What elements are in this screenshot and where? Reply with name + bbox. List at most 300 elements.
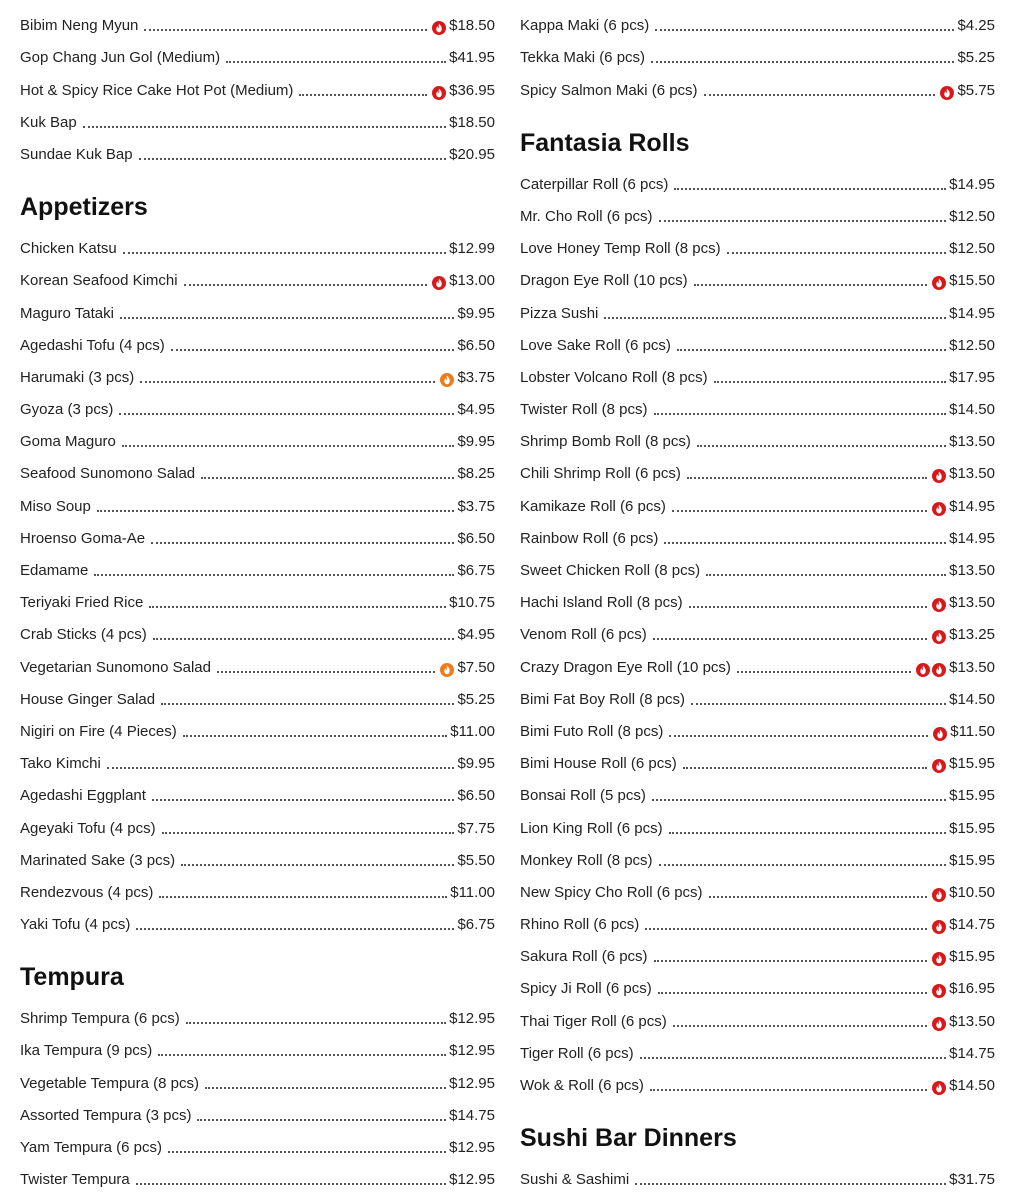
menu-item-name: Dragon Eye Roll (10 pcs) — [520, 272, 688, 290]
menu-item — [20, 135, 495, 167]
dot-leader — [689, 606, 928, 608]
dot-leader — [659, 220, 947, 222]
flame-mild-icon — [440, 373, 454, 387]
flame-spicy-icon — [932, 920, 946, 934]
menu-item-name: Sweet Chicken Roll (8 pcs) — [520, 562, 701, 579]
dot-leader — [706, 574, 946, 576]
flame-spicy-icon — [932, 1017, 946, 1031]
menu-item-name: Twister Tempura — [20, 1171, 130, 1189]
menu-item — [520, 6, 995, 38]
menu-item-price: $15.95 — [949, 787, 995, 805]
menu-item-name: Agedashi Tofu (4 pcs) — [20, 336, 165, 354]
menu-item-price: $9.95 — [457, 433, 495, 451]
dot-leader — [119, 413, 454, 415]
menu-item — [20, 1096, 495, 1128]
dot-leader — [683, 767, 927, 769]
menu-item-name: Sushi & Sashimi — [520, 1171, 630, 1189]
menu-item-price: $13.25 — [949, 626, 995, 644]
menu-item-name: Kamikaze Roll (6 pcs) — [520, 497, 666, 515]
menu-item-name: Bonsai Roll (5 pcs) — [520, 787, 646, 805]
dot-leader — [654, 413, 947, 415]
dot-leader — [669, 735, 928, 737]
flame-spicy-icon — [940, 86, 954, 100]
menu-item-name: Bibim Neng Myun — [20, 17, 139, 35]
dot-leader — [673, 1025, 927, 1027]
menu-item-name: Spicy Salmon Maki (6 pcs) — [520, 81, 698, 99]
menu-item — [520, 905, 995, 937]
menu-item-price: $4.95 — [457, 401, 495, 419]
spice-indicator — [438, 373, 454, 387]
menu-item-price: $3.75 — [457, 497, 495, 515]
spice-indicator — [930, 888, 946, 902]
menu-item-price: $18.50 — [449, 113, 495, 131]
flame-spicy-icon — [432, 276, 446, 290]
menu-item — [20, 326, 495, 358]
menu-item-price: $11.00 — [450, 722, 495, 740]
menu-item — [520, 551, 995, 583]
spice-indicator — [930, 952, 946, 966]
menu-item-name: Spicy Ji Roll (6 pcs) — [520, 980, 652, 998]
dot-leader — [162, 832, 455, 834]
menu-item — [520, 519, 995, 551]
menu-item-price: $16.95 — [949, 980, 995, 998]
dot-leader — [691, 703, 946, 705]
dot-leader — [299, 94, 427, 96]
menu-item — [20, 647, 495, 679]
menu-item — [520, 1034, 995, 1066]
menu-item-name: Agedashi Eggplant — [20, 787, 146, 805]
menu-item-price: $14.75 — [449, 1106, 495, 1124]
menu-item-name: Rainbow Roll (6 pcs) — [520, 529, 659, 547]
menu-item-price: $12.99 — [449, 240, 495, 258]
menu-item-name: Edamame — [20, 562, 89, 579]
menu-item — [520, 680, 995, 712]
menu-item-name: Vegetable Tempura (8 pcs) — [20, 1074, 199, 1092]
menu-item — [520, 937, 995, 969]
menu-item-price: $7.75 — [457, 819, 495, 837]
flame-spicy-icon — [932, 502, 946, 516]
menu-item-price: $6.50 — [457, 787, 495, 805]
menu-item — [20, 1063, 495, 1095]
menu-item — [520, 229, 995, 261]
menu-section-sushi-bar-dinners — [520, 1122, 995, 1192]
menu-item-price: $15.95 — [949, 851, 995, 869]
spice-indicator — [914, 663, 946, 677]
section-title: Fantasia Rolls — [520, 128, 690, 157]
menu-item-name: Ageyaki Tofu (4 pcs) — [20, 819, 156, 837]
dot-leader — [709, 896, 928, 898]
menu-item — [520, 486, 995, 518]
dot-leader — [152, 799, 455, 801]
dot-leader — [158, 1054, 446, 1056]
menu-item-name: Harumaki (3 pcs) — [20, 368, 135, 386]
menu-item — [520, 841, 995, 873]
menu-item-name: Pizza Sushi — [520, 304, 599, 322]
menu-item — [20, 229, 495, 261]
menu-item-name: Hroenso Goma-Ae — [20, 529, 146, 547]
menu-item-price: $14.50 — [949, 690, 995, 708]
dot-leader — [635, 1183, 946, 1185]
menu-item — [20, 905, 495, 937]
menu-item-price: $11.00 — [450, 883, 495, 901]
menu-item-name: Yam Tempura (6 pcs) — [20, 1139, 162, 1156]
menu-item — [20, 1128, 495, 1160]
menu-item-name: Hot & Spicy Rice Cake Hot Pot (Medium) — [20, 81, 294, 99]
menu-item — [20, 38, 495, 70]
menu-item-price: $14.95 — [949, 304, 995, 322]
flame-spicy-icon — [932, 276, 946, 290]
menu-item-name: Tekka Maki (6 pcs) — [520, 49, 646, 67]
section-title: Tempura — [20, 963, 124, 992]
flame-spicy-icon — [933, 727, 947, 741]
menu-item-name: Lobster Volcano Roll (8 pcs) — [520, 368, 708, 386]
spice-indicator — [930, 984, 946, 998]
dot-leader — [184, 284, 428, 286]
menu-item-name: Venom Roll (6 pcs) — [520, 626, 647, 644]
menu-item — [520, 776, 995, 808]
flame-spicy-icon — [932, 598, 946, 612]
dot-leader — [94, 574, 454, 576]
dot-leader — [664, 542, 946, 544]
menu-item — [20, 519, 495, 551]
menu-item — [20, 454, 495, 486]
menu-item-name: Seafood Sunomono Salad — [20, 465, 196, 483]
menu-column-right — [520, 6, 995, 1192]
menu-item — [520, 712, 995, 744]
menu-item-name: Marinated Sake (3 pcs) — [20, 851, 176, 869]
menu-item-price: $9.95 — [457, 304, 495, 322]
dot-leader — [645, 928, 927, 930]
menu-item-price: $15.95 — [949, 819, 995, 837]
menu-item — [20, 6, 495, 38]
dot-leader — [159, 896, 447, 898]
menu-item-price: $17.95 — [949, 368, 995, 386]
menu-item-price: $12.95 — [449, 1171, 495, 1189]
menu-item — [520, 744, 995, 776]
menu-item-name: Teriyaki Fried Rice — [20, 594, 144, 612]
menu-item-price: $9.95 — [457, 755, 495, 773]
menu-item-price: $14.95 — [949, 175, 995, 193]
flame-spicy-icon — [432, 86, 446, 100]
menu-item-name: Kappa Maki (6 pcs) — [520, 17, 650, 35]
dot-leader — [186, 1022, 446, 1024]
menu-item-name: Kuk Bap — [20, 113, 77, 131]
menu-item-price: $41.95 — [449, 49, 495, 67]
flame-spicy-icon — [916, 663, 930, 677]
dot-leader — [136, 928, 454, 930]
menu-item-price: $11.50 — [950, 722, 995, 740]
menu-section-continued — [520, 6, 995, 103]
spice-indicator — [930, 1017, 946, 1031]
menu-item-name: Vegetarian Sunomono Salad — [20, 658, 211, 676]
menu-item — [20, 293, 495, 325]
dot-leader — [139, 158, 447, 160]
dot-leader — [151, 542, 454, 544]
dot-leader — [181, 864, 454, 866]
spice-indicator — [430, 276, 446, 290]
menu-item-name: Bimi House Roll (6 pcs) — [520, 755, 677, 773]
menu-item — [520, 647, 995, 679]
menu-item-price: $14.75 — [949, 916, 995, 934]
menu-item-name: Love Honey Temp Roll (8 pcs) — [520, 240, 721, 258]
menu-item-name: Tako Kimchi — [20, 755, 101, 773]
menu-item-name: Korean Seafood Kimchi — [20, 272, 178, 290]
menu-item-price: $12.50 — [949, 336, 995, 354]
dot-leader — [183, 735, 448, 737]
dot-leader — [123, 252, 446, 254]
spice-indicator — [930, 469, 946, 483]
menu-item-price: $14.50 — [949, 401, 995, 419]
menu-item-name: Hachi Island Roll (8 pcs) — [520, 594, 683, 612]
menu-item-price: $13.50 — [949, 562, 995, 579]
dot-leader — [120, 317, 455, 319]
menu-item — [520, 293, 995, 325]
menu-item-name: Gop Chang Jun Gol (Medium) — [20, 49, 221, 67]
menu-item-name: Crab Sticks (4 pcs) — [20, 626, 147, 644]
menu-section-fantasia-rolls — [520, 127, 995, 1098]
menu-item-name: Miso Soup — [20, 497, 91, 515]
dot-leader — [727, 252, 946, 254]
dot-leader — [197, 1119, 446, 1121]
dot-leader — [144, 29, 427, 31]
menu-item-price: $13.50 — [949, 433, 995, 451]
dot-leader — [654, 960, 928, 962]
menu-item — [20, 1031, 495, 1063]
menu-item-name: Sundae Kuk Bap — [20, 145, 133, 163]
dot-leader — [704, 94, 936, 96]
menu-item-price: $18.50 — [449, 17, 495, 35]
menu-item — [520, 165, 995, 197]
menu-item-name: Shrimp Tempura (6 pcs) — [20, 1010, 180, 1028]
menu-item-price: $4.95 — [457, 626, 495, 644]
menu-item-price: $31.75 — [949, 1171, 995, 1189]
menu-item-price: $5.75 — [957, 81, 995, 99]
menu-item-name: Goma Maguro — [20, 433, 116, 451]
dot-leader — [677, 349, 946, 351]
dot-leader — [201, 477, 454, 479]
menu-item-price: $13.50 — [949, 465, 995, 483]
dot-leader — [205, 1087, 446, 1089]
menu-item — [20, 680, 495, 712]
menu-item-name: Chicken Katsu — [20, 240, 117, 258]
menu-item-name: Nigiri on Fire (4 Pieces) — [20, 722, 177, 740]
menu-item — [520, 422, 995, 454]
menu-item — [520, 38, 995, 70]
menu-item — [520, 583, 995, 615]
menu-item-name: Chili Shrimp Roll (6 pcs) — [520, 465, 681, 483]
menu-item-price: $14.95 — [949, 529, 995, 547]
menu-item-name: Crazy Dragon Eye Roll (10 pcs) — [520, 658, 731, 676]
menu-item — [520, 1160, 995, 1192]
menu-item-price: $14.50 — [949, 1077, 995, 1094]
menu-column-left — [20, 6, 495, 1192]
menu-item — [20, 841, 495, 873]
spice-indicator — [930, 276, 946, 290]
menu-item-price: $20.95 — [449, 145, 495, 163]
flame-spicy-icon — [932, 984, 946, 998]
spice-indicator — [430, 21, 446, 35]
menu-item — [520, 358, 995, 390]
menu-item-name: Assorted Tempura (3 pcs) — [20, 1106, 192, 1124]
spice-indicator — [930, 1081, 946, 1095]
dot-leader — [83, 126, 446, 128]
menu-item — [20, 358, 495, 390]
spice-indicator — [930, 630, 946, 644]
flame-spicy-icon — [932, 1081, 946, 1095]
spice-indicator — [930, 502, 946, 516]
menu-item — [20, 390, 495, 422]
flame-spicy-icon — [932, 469, 946, 483]
flame-spicy-icon — [932, 663, 946, 677]
menu-item-price: $13.50 — [949, 658, 995, 676]
menu-item-name: Monkey Roll (8 pcs) — [520, 851, 653, 869]
menu-item-price: $13.50 — [949, 594, 995, 612]
menu-item — [520, 454, 995, 486]
dot-leader — [714, 381, 947, 383]
menu-item-price: $14.75 — [949, 1044, 995, 1062]
spice-indicator — [930, 759, 946, 773]
menu-item-price: $10.75 — [449, 594, 495, 612]
menu-section-appetizers — [20, 191, 495, 937]
dot-leader — [659, 864, 947, 866]
menu-item-name: Thai Tiger Roll (6 pcs) — [520, 1012, 667, 1030]
dot-leader — [650, 1089, 927, 1091]
dot-leader — [687, 477, 927, 479]
menu-item — [520, 390, 995, 422]
menu-item — [20, 744, 495, 776]
flame-spicy-icon — [432, 21, 446, 35]
menu-item-price: $6.50 — [457, 336, 495, 354]
menu-item-name: Shrimp Bomb Roll (8 pcs) — [520, 433, 691, 451]
menu-item — [520, 969, 995, 1001]
menu-item-name: Caterpillar Roll (6 pcs) — [520, 175, 669, 193]
menu-item-price: $15.50 — [949, 272, 995, 290]
menu-item-price: $8.25 — [457, 465, 495, 483]
menu-item — [20, 873, 495, 905]
menu-item-price: $15.95 — [949, 948, 995, 966]
dot-leader — [694, 284, 928, 286]
menu-item — [20, 551, 495, 583]
menu-item-name: Lion King Roll (6 pcs) — [520, 819, 663, 837]
menu-section-continued — [20, 6, 495, 167]
menu-item-name: Sakura Roll (6 pcs) — [520, 948, 648, 966]
menu-item — [520, 808, 995, 840]
dot-leader — [672, 510, 927, 512]
menu-item — [20, 583, 495, 615]
dot-leader — [651, 61, 954, 63]
menu-item — [20, 103, 495, 135]
menu-item-name: Tiger Roll (6 pcs) — [520, 1044, 634, 1062]
menu-item-price: $36.95 — [449, 81, 495, 99]
menu-item-price: $6.75 — [457, 562, 495, 579]
menu-item — [20, 422, 495, 454]
menu-item-price: $12.50 — [949, 240, 995, 258]
dot-leader — [640, 1057, 946, 1059]
menu-item-name: Gyoza (3 pcs) — [20, 401, 114, 419]
dot-leader — [604, 317, 946, 319]
spice-indicator — [430, 86, 446, 100]
menu-item-price: $6.75 — [457, 916, 495, 934]
menu-item-name: Bimi Futo Roll (8 pcs) — [520, 722, 664, 740]
spice-indicator — [930, 920, 946, 934]
dot-leader — [97, 510, 455, 512]
menu-item — [520, 1066, 995, 1098]
dot-leader — [217, 671, 435, 673]
menu-item-price: $7.50 — [457, 658, 495, 676]
spice-indicator — [931, 727, 947, 741]
menu-item-name: Ika Tempura (9 pcs) — [20, 1042, 153, 1060]
menu-item-name: Bimi Fat Boy Roll (8 pcs) — [520, 690, 686, 708]
menu-item-price: $5.25 — [957, 49, 995, 67]
menu-item — [20, 999, 495, 1031]
menu-item-price: $4.25 — [957, 17, 995, 35]
menu-item-name: Wok & Roll (6 pcs) — [520, 1077, 644, 1094]
menu-item-price: $10.50 — [949, 883, 995, 901]
menu-item-name: House Ginger Salad — [20, 690, 156, 708]
menu-item — [20, 776, 495, 808]
dot-leader — [652, 799, 946, 801]
dot-leader — [669, 832, 947, 834]
menu-item-name: Yaki Tofu (4 pcs) — [20, 916, 131, 934]
menu-item-price: $12.50 — [949, 207, 995, 225]
menu-item — [520, 70, 995, 102]
menu-item — [20, 615, 495, 647]
menu-item — [20, 70, 495, 102]
dot-leader — [653, 638, 927, 640]
menu-item-price: $13.50 — [949, 1012, 995, 1030]
menu-item-price: $5.50 — [457, 851, 495, 869]
menu-item — [20, 486, 495, 518]
menu-item — [520, 1001, 995, 1033]
menu-item — [20, 808, 495, 840]
dot-leader — [658, 992, 927, 994]
flame-spicy-icon — [932, 952, 946, 966]
menu-item — [20, 1160, 495, 1192]
menu-item-price: $5.25 — [457, 690, 495, 708]
menu-item-price: $12.95 — [449, 1042, 495, 1060]
dot-leader — [140, 381, 435, 383]
dot-leader — [737, 671, 911, 673]
menu-item-price: $13.00 — [449, 272, 495, 290]
menu-item-price: $12.95 — [449, 1139, 495, 1156]
menu-item — [520, 873, 995, 905]
flame-spicy-icon — [932, 759, 946, 773]
spice-indicator — [930, 598, 946, 612]
menu-item — [520, 197, 995, 229]
menu-item-name: Maguro Tataki — [20, 304, 114, 322]
dot-leader — [122, 445, 455, 447]
menu-item-price: $12.95 — [449, 1010, 495, 1028]
dot-leader — [674, 188, 946, 190]
menu-item-price: $6.50 — [457, 529, 495, 547]
menu-item-name: Twister Roll (8 pcs) — [520, 401, 648, 419]
section-title: Appetizers — [20, 192, 148, 221]
dot-leader — [226, 61, 446, 63]
menu-item-price: $15.95 — [949, 755, 995, 773]
menu-item-price: $12.95 — [449, 1074, 495, 1092]
menu-item-price: $3.75 — [457, 368, 495, 386]
menu-item-name: Mr. Cho Roll (6 pcs) — [520, 207, 653, 225]
menu-section-tempura — [20, 961, 495, 1192]
dot-leader — [168, 1151, 446, 1153]
section-title: Sushi Bar Dinners — [520, 1124, 737, 1152]
dot-leader — [153, 638, 455, 640]
menu-item — [20, 712, 495, 744]
menu-item-name: New Spicy Cho Roll (6 pcs) — [520, 883, 703, 901]
flame-mild-icon — [440, 663, 454, 677]
flame-spicy-icon — [932, 888, 946, 902]
spice-indicator — [438, 663, 454, 677]
